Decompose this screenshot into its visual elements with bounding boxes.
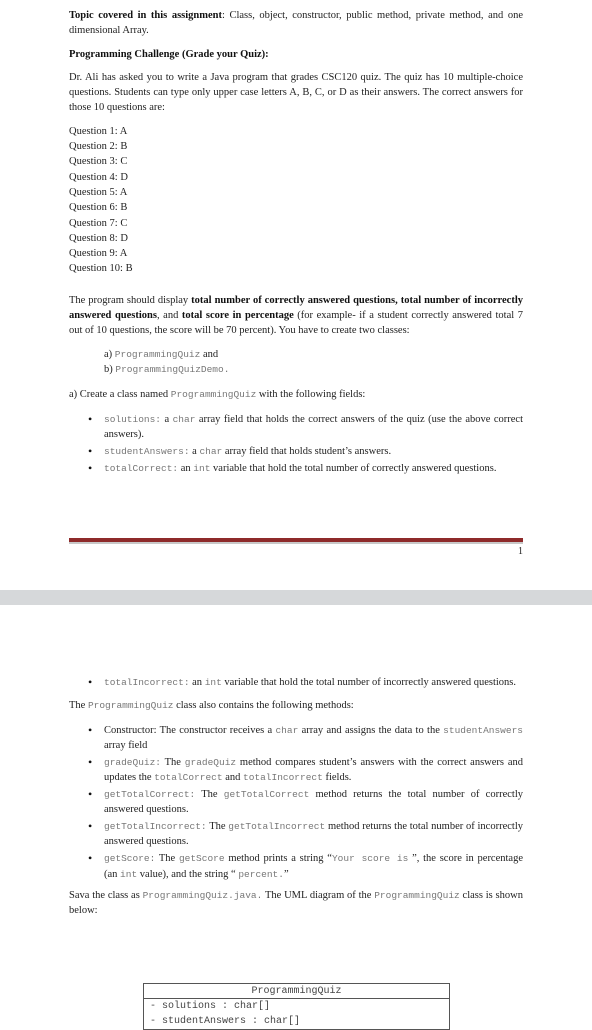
method-text: method returns the total number of incorrectly answered questions. <box>104 821 523 848</box>
field-item-total-incorrect <box>104 675 523 690</box>
method-item-get-total-correct <box>104 787 523 818</box>
intro-paragraph: Dr. Ali has asked you to write a Java program that grades CSC120 quiz. The quiz has 10 multiple-choice questions. Students can type only upper case letters A, B, C, or D as their answers. The correct answers for those 10 questions are: <box>69 71 523 114</box>
methods-intro-prefix: The <box>69 700 88 712</box>
display-paragraph <box>69 293 523 339</box>
answer-key-item: Question 8: D <box>69 232 128 244</box>
method-item-get-score <box>104 851 523 882</box>
field-text: an <box>189 677 205 688</box>
methods-intro-suffix: class also contains the following methods: <box>173 700 354 712</box>
method-code: char <box>275 724 299 736</box>
field-text: a <box>161 413 173 425</box>
display-bold: total number of correctly answered questions, total number of incorrectly answered questions <box>69 294 523 322</box>
uml-class-name: ProgrammingQuiz <box>144 984 449 999</box>
answer-key-item: Question 7: C <box>69 217 128 229</box>
field-text: variable that hold the total number of correctly answered questions. <box>210 462 497 474</box>
methods-intro-code: ProgrammingQuiz <box>87 700 174 712</box>
field-code: char <box>199 445 223 457</box>
method-text: The <box>195 788 224 800</box>
method-text: The <box>206 821 229 833</box>
save-code: ProgrammingQuiz.java. <box>142 889 263 901</box>
method-code: totalCorrect <box>154 772 223 784</box>
save-text: class is shown below: <box>69 889 523 917</box>
display-text: (for example- if a student correctly answered total 7 out of 10 questions, the score will be 70 percent). You have to create two classes: <box>69 310 523 337</box>
method-text: method prints a string “ <box>224 853 332 865</box>
method-text: array field <box>104 739 148 751</box>
field-item-solutions <box>104 412 523 443</box>
field-code: totalCorrect: <box>104 462 179 474</box>
answer-key-item: Question 10: B <box>69 263 133 275</box>
save-text: Sava the class as <box>69 889 143 901</box>
field-code: solutions: <box>104 413 162 425</box>
display-text: The program should display <box>69 294 192 306</box>
page-gap <box>0 590 592 605</box>
answer-key-list <box>69 124 523 277</box>
method-text: ”, the score in percentage (an <box>104 853 523 880</box>
method-text: fields. <box>322 772 352 784</box>
display-bold: total score in percentage <box>181 310 294 322</box>
class-b-prefix: b) <box>104 363 116 375</box>
topic-label: Topic covered in this assignment <box>69 10 222 21</box>
method-code: getScore <box>178 853 225 865</box>
method-code: getScore: <box>104 853 156 865</box>
method-code: Your score is <box>331 853 409 865</box>
class-a-prefix: a) <box>104 348 115 360</box>
topic-line <box>69 8 523 39</box>
fields-intro-suffix: with the following fields: <box>256 389 366 401</box>
field-text: array field that holds student’s answers. <box>222 445 392 457</box>
method-text: array and assigns the data to the <box>298 724 444 736</box>
answer-key-item: Question 5: A <box>69 186 128 198</box>
fields-intro <box>69 387 523 402</box>
method-text: value), and the string “ <box>137 868 239 880</box>
answer-key-item: Question 2: B <box>69 141 128 153</box>
field-item-student-answers <box>104 444 523 459</box>
answer-key-item: Question 1: A <box>69 125 128 137</box>
class-a-suffix: and <box>200 348 219 360</box>
fields-list <box>69 412 523 476</box>
class-b-item <box>104 362 523 377</box>
challenge-heading-text: Programming Challenge (Grade your Quiz): <box>69 48 269 60</box>
uml-diagram <box>143 983 450 1030</box>
uml-field-row: - studentAnswers : char[] <box>150 1016 301 1027</box>
method-text: The <box>161 756 185 768</box>
methods-intro <box>69 698 523 713</box>
challenge-heading <box>69 47 523 62</box>
method-text: ” <box>283 868 289 880</box>
method-text: The <box>155 853 179 865</box>
method-code: gradeQuiz: <box>104 756 162 768</box>
display-text: , and <box>156 310 182 322</box>
field-code: totalIncorrect: <box>104 677 190 688</box>
method-code: getTotalIncorrect <box>228 821 326 833</box>
fields-intro-code: ProgrammingQuiz <box>170 389 257 401</box>
class-a-item <box>104 347 523 362</box>
save-paragraph <box>69 888 523 919</box>
fields-intro-prefix: a) Create a class named <box>69 389 171 401</box>
topic-text: : Class, object, constructor, public method, private method, and one dimensional Array. <box>69 10 523 37</box>
field-text: array field that holds the correct answers of the quiz (use the above correct answers). <box>104 413 524 440</box>
answer-key-item: Question 9: A <box>69 248 128 260</box>
save-text: The UML diagram of the <box>262 889 375 901</box>
method-code: percent. <box>238 868 284 880</box>
method-item-get-total-incorrect <box>104 819 523 850</box>
method-code: gradeQuiz <box>184 756 237 768</box>
method-text: Constructor: The constructor receives a <box>104 724 276 736</box>
classes-list <box>69 347 523 378</box>
method-text: method compares student’s answers with the correct answers and updates the <box>104 756 523 784</box>
page-footer-rule-shadow <box>69 542 523 544</box>
page-1-content <box>69 8 523 478</box>
answer-key-item: Question 3: C <box>69 156 128 168</box>
class-a-code: ProgrammingQuiz <box>114 348 201 360</box>
page-number: 1 <box>518 546 523 557</box>
answer-key-item: Question 4: D <box>69 171 128 183</box>
uml-field-row: - solutions : char[] <box>150 1001 271 1012</box>
method-item-constructor <box>104 723 523 754</box>
answer-key-item: Question 6: B <box>69 202 128 214</box>
method-text: method returns the total number of correctly answered questions. <box>104 788 523 816</box>
field-text: a <box>189 445 200 457</box>
field-code: studentAnswers: <box>104 445 190 457</box>
class-b-code: ProgrammingQuizDemo. <box>115 363 230 375</box>
method-code: totalIncorrect <box>243 772 323 784</box>
page-2-content <box>69 675 523 919</box>
method-text: and <box>222 772 243 784</box>
field-item-total-correct <box>104 461 523 476</box>
method-code: studentAnswers <box>443 724 523 736</box>
methods-list <box>69 723 523 882</box>
method-code: int <box>120 868 138 880</box>
field-code: char <box>172 413 196 425</box>
field-code: int <box>193 462 211 474</box>
field-text: variable that hold the total number of incorrectly answered questions. <box>221 677 516 688</box>
document-page-2 <box>0 605 592 1027</box>
method-item-grade-quiz <box>104 755 523 786</box>
method-code: getTotalIncorrect: <box>104 821 207 833</box>
save-code: ProgrammingQuiz <box>374 889 460 901</box>
fields-list-continued <box>69 675 523 690</box>
field-code: int <box>204 677 222 688</box>
field-text: an <box>178 462 194 474</box>
method-code: getTotalCorrect: <box>104 788 196 800</box>
method-code: getTotalCorrect <box>223 788 310 800</box>
